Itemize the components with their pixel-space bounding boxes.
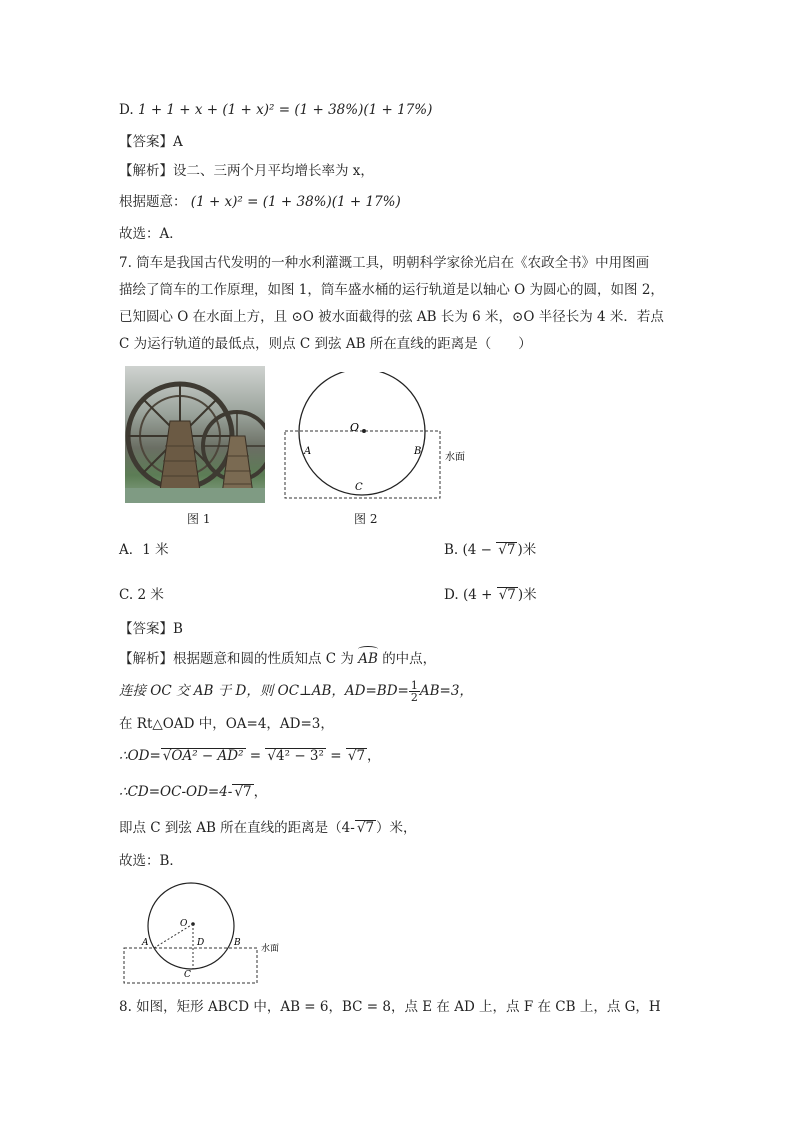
analysis-q7-line1 [119,649,436,669]
sqrt-icon: √7 [498,542,516,558]
radicand: 7 [365,820,375,836]
q7-option-a [119,540,169,560]
analysis-text: ， [367,748,381,764]
figure1-caption: 图 1 [187,512,211,526]
track-circle [299,372,425,495]
radicand: OA² − AD² [171,748,244,764]
figure2-circle-diagram [280,372,480,502]
option-label: D. [119,102,134,118]
analysis-text: 根据题意和圆的性质知点 C 为 [173,651,354,667]
analysis-text: 设二、三两个月平均增长率为 x， [173,163,374,179]
analysis-q7-line4 [119,746,381,766]
fraction-denominator: 2 [410,691,418,704]
radicand: 7 [506,542,516,558]
radicand: 4² − 3² [276,748,324,764]
analysis-expression: (1 + x)² = (1 + 38%)(1 + 17%) [190,194,401,210]
analysis-text: 即点 C 到弦 AB 所在直线的距离是（4- [119,820,355,836]
equals: = [245,748,266,764]
answer-label: 【答案】 [119,134,173,150]
q7-stem-line1: 7. 筒车是我国古代发明的一种水利灌溉工具，明朝科学家徐光启在《农政全书》中用图画 [119,255,650,271]
sqrt-icon: √7 [498,587,516,603]
solution-circle-diagram [118,880,298,985]
q7-option-d [444,585,537,605]
sqrt-icon: √7 [356,820,375,836]
radicand: 7 [242,784,252,800]
option-d-previous [119,100,432,120]
answer-label: 【答案】 [119,621,173,637]
analysis-text: ∴OD= [119,748,161,764]
analysis-q7-line5 [119,782,267,802]
waterwheel-photo [125,366,265,503]
analysis-text: AB=3， [419,683,473,699]
fraction-half [409,680,420,703]
fraction-numerator: 1 [410,679,418,692]
label-a: A [142,938,149,948]
arc-ab: AB [358,651,378,667]
analysis-text: ， [253,784,268,800]
option-label: C. [119,587,134,603]
option-label: A． [119,542,143,558]
option-text: (4 + [462,587,497,603]
option-text: )米 [517,587,537,603]
analysis-q7-choose: 故选：B． [119,853,183,869]
analysis-text: 的中点， [382,651,437,667]
q7-stem-line2: 描绘了筒车的工作原理，如图 1，筒车盛水桶的运行轨道是以轴心 O 为圆心的圆，如图 2， [119,282,664,298]
q7-stem-line4: C 为运行轨道的最低点，则点 C 到弦 AB 所在直线的距离是（ ） [119,336,532,352]
sqrt-icon: √7 [234,784,252,800]
analysis-previous-line2 [119,192,401,212]
label-b: B [234,938,241,948]
analysis-previous-choose: 故选：A． [119,226,183,242]
option-text: 2 米 [137,587,164,603]
option-text: 1 米 [142,542,169,558]
q8-stem-line1: 8. 如图，矩形 ABCD 中，AB = 6，BC = 8，点 E 在 AD 上，点 F 在 CB 上，点 G，H [119,999,661,1015]
radicand: 7 [356,748,366,764]
option-expression: 1 + 1 + x + (1 + x)² = (1 + 38%)(1 + 17%) [137,102,433,118]
analysis-q7-line3: 在 Rt△OAD 中，OA=4，AD=3， [119,716,334,732]
q7-option-c [119,585,164,605]
analysis-q7-line2 [119,680,473,703]
sqrt-icon: √4² − 3² [267,748,324,764]
analysis-q7-line6 [119,818,417,838]
analysis-text: 连接 OC 交 AB 于 D，则 OC⊥AB，AD=BD= [119,683,409,699]
q7-stem-line3: 已知圆心 O 在水面上方，且 ⊙O 被水面截得的弦 AB 长为 6 米，⊙O 半径长为 4 米．若点 [119,309,664,325]
figure2-caption: 图 2 [354,512,378,526]
q7-option-b [444,540,536,560]
label-d: D [197,938,205,948]
analysis-label: 【解析】 [119,651,173,667]
option-text: (4 − [462,542,497,558]
analysis-text: ）米， [376,820,417,836]
label-b: B [414,446,422,457]
label-o: O [180,919,188,929]
waterwheel-illustration [125,366,265,503]
label-water: 水面 [261,944,280,954]
sqrt-icon: √OA² − AD² [162,748,244,764]
sqrt-icon: √7 [347,748,366,764]
answer-value: A [173,134,183,150]
option-label: D. [444,587,459,603]
label-o: O [350,421,360,434]
label-c: C [355,482,363,493]
analysis-label: 【解析】 [119,163,173,179]
analysis-text: ∴CD=OC-OD=4- [119,784,233,800]
label-a: A [304,446,312,457]
track-circle [148,883,234,969]
analysis-previous-line1 [119,161,374,181]
option-label: B. [444,542,459,558]
answer-q7 [119,619,183,639]
answer-value: B [173,621,183,637]
answer-previous [119,132,183,152]
label-water: 水面 [445,452,465,463]
label-c: C [184,970,191,980]
radicand: 7 [507,587,516,603]
equals: = [325,748,346,764]
analysis-text: 根据题意： [119,194,187,210]
option-text: )米 [517,542,537,558]
